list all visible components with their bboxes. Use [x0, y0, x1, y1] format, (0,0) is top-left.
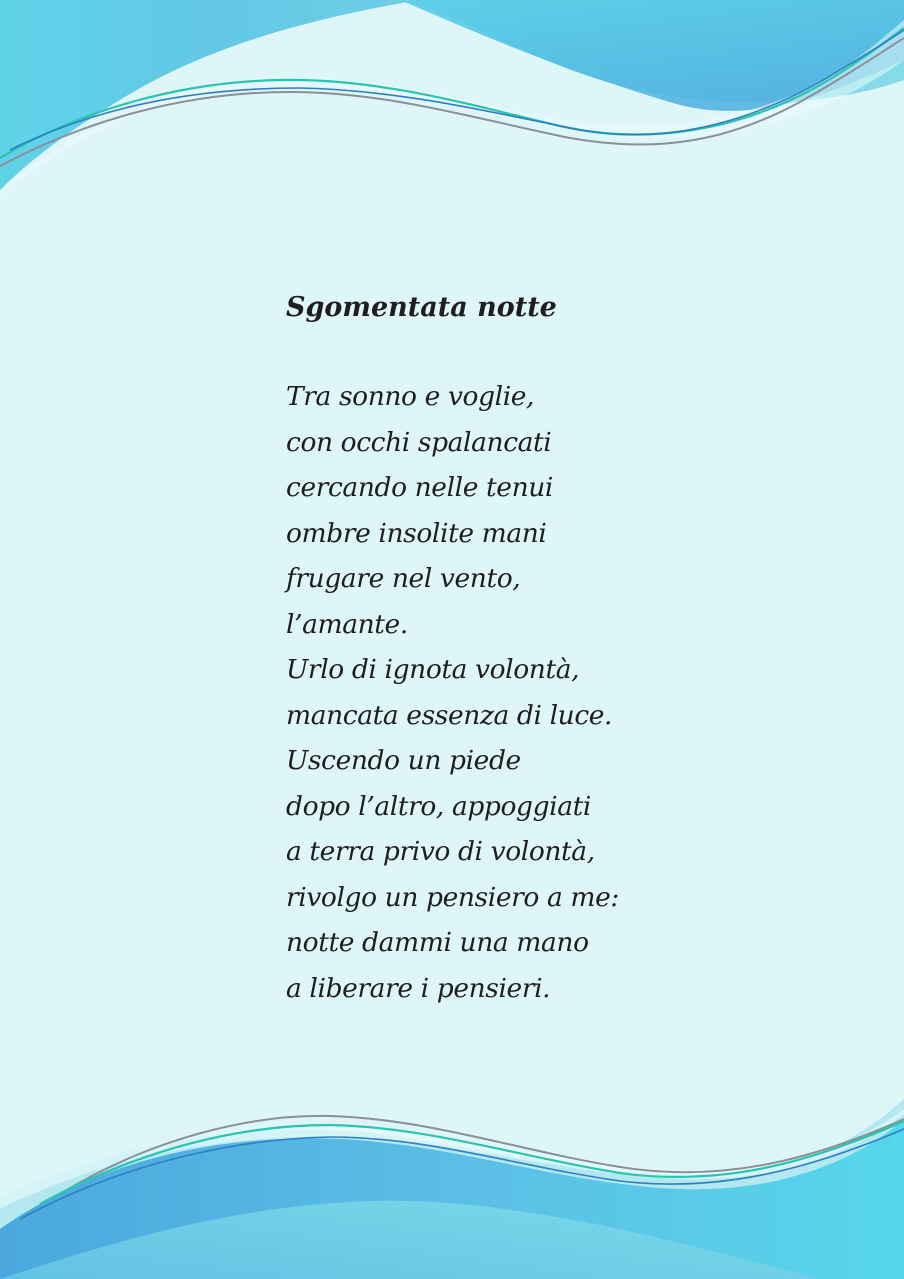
poem-lines — [286, 374, 706, 1011]
poem-line: a terra privo di volontà, — [286, 836, 595, 867]
poem-line: l’amante. — [286, 608, 408, 640]
poem-line: frugare nel vento, — [286, 563, 521, 594]
poem-line: notte dammi una mano — [286, 927, 589, 958]
poem-title: Sgomentata notte — [286, 292, 557, 323]
bottom-wave-decoration — [0, 1079, 904, 1279]
poem-line: dopo l’altro, appoggiati — [286, 790, 591, 822]
poem-line: ombre insolite mani — [286, 517, 547, 549]
poem-line: mancata essenza di luce. — [286, 699, 613, 731]
poem-line: con occhi spalancati — [286, 426, 552, 458]
poem-line: Urlo di ignota volontà, — [286, 654, 580, 685]
poem-line: Tra sonno e voglie, — [286, 381, 535, 412]
poem-line: rivolgo un pensiero a me: — [286, 881, 619, 913]
poem-line: a liberare i pensieri. — [286, 972, 551, 1004]
top-wave-decoration — [0, 0, 904, 230]
poem-line: Uscendo un piede — [286, 745, 521, 776]
poem — [286, 288, 706, 1011]
poem-line: cercando nelle tenui — [286, 472, 553, 503]
